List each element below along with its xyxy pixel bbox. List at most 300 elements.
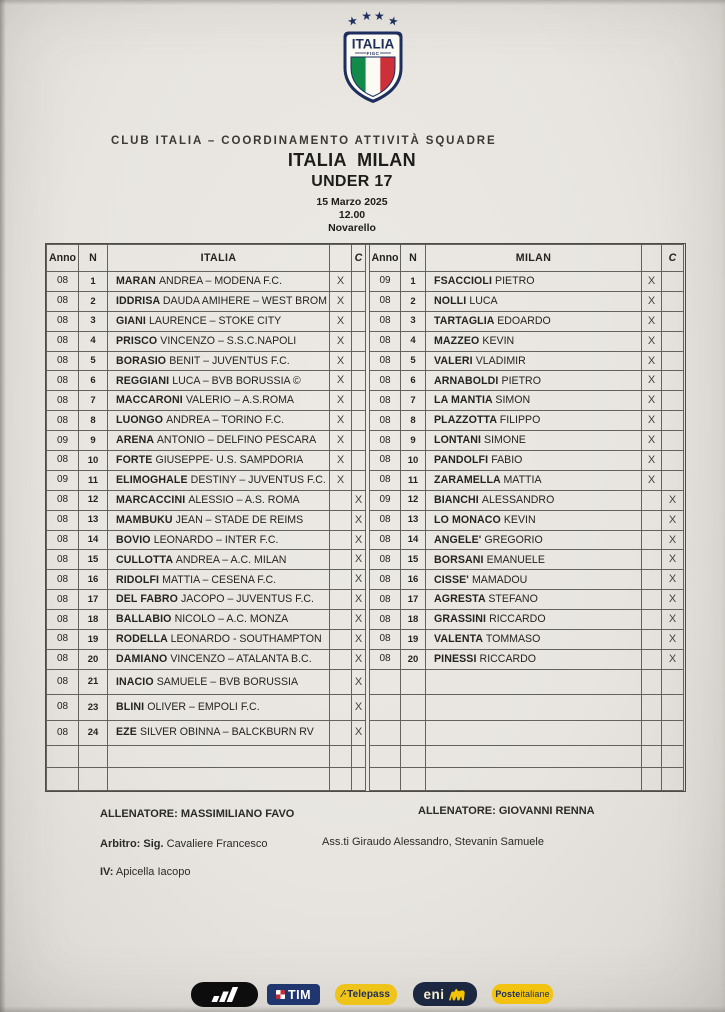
milan-anno-cell: 08 xyxy=(370,311,401,331)
category-title: UNDER 17 xyxy=(311,173,393,190)
italia-c-mark-cell xyxy=(352,351,366,371)
milan-player-name-cell: ZARAMELLA MATTIA xyxy=(426,470,642,490)
italia-c-mark-cell xyxy=(352,411,366,431)
milan-player-name-cell: NOLLI LUCA xyxy=(426,291,642,311)
italia-number-cell: 21 xyxy=(79,669,108,694)
match-title: ITALIA MILAN xyxy=(287,150,417,170)
italia-lineup-mark-cell xyxy=(330,649,352,669)
milan-player-name-cell: LONTANI SIMONE xyxy=(426,431,642,451)
italia-number-cell: 18 xyxy=(79,610,108,630)
roster-row xyxy=(47,391,684,411)
milan-c-mark-cell xyxy=(662,311,684,331)
milan-c-mark-cell: X xyxy=(662,630,684,650)
milan-lineup-mark-cell xyxy=(642,510,662,530)
milan-player-name-cell: VALERI VLADIMIR xyxy=(426,351,642,371)
assistants-line: Ass.ti Giraudo Alessandro, Stevanin Samuele xyxy=(322,836,544,848)
milan-lineup-mark-cell xyxy=(642,550,662,570)
italia-c-mark-cell xyxy=(352,391,366,411)
crest-figc-label: FIGC xyxy=(366,51,380,56)
roster-row xyxy=(47,669,684,694)
photo-edge-shadow-top xyxy=(0,0,725,5)
italia-anno-cell: 08 xyxy=(47,530,79,550)
milan-lineup-mark-cell: X xyxy=(642,291,662,311)
milan-c-mark-cell xyxy=(662,291,684,311)
roster-row xyxy=(47,745,684,768)
telepass-label: ⁄·Telepass xyxy=(341,989,391,1000)
milan-lineup-mark-cell: X xyxy=(642,470,662,490)
milan-player-name-cell: LA MANTIA SIMON xyxy=(426,391,642,411)
italia-lineup-header xyxy=(330,245,352,272)
tim-logo xyxy=(267,984,320,1005)
milan-anno-cell: 08 xyxy=(370,590,401,610)
italia-c-mark-cell: X xyxy=(352,550,366,570)
fourth-official-label: IV: xyxy=(100,866,114,878)
italia-player-name-cell: DAMIANO VINCENZO – ATALANTA B.C. xyxy=(108,649,330,669)
milan-player-name-cell: PLAZZOTTA FILIPPO xyxy=(426,411,642,431)
milan-anno-cell: 08 xyxy=(370,451,401,471)
italia-number-cell: 1 xyxy=(79,272,108,292)
milan-c-mark-cell xyxy=(662,720,684,745)
roster-row xyxy=(47,630,684,650)
italia-c-mark-cell xyxy=(352,768,366,791)
italia-player-name-cell: MARAN ANDREA – MODENA F.C. xyxy=(108,272,330,292)
italia-c-mark-cell: X xyxy=(352,649,366,669)
roster-row xyxy=(47,291,684,311)
italia-number-cell: 19 xyxy=(79,630,108,650)
roster-row xyxy=(47,311,684,331)
italia-anno-cell: 08 xyxy=(47,550,79,570)
referee-line xyxy=(100,838,268,850)
adidas-logo xyxy=(191,982,258,1007)
milan-number-cell xyxy=(401,669,426,694)
milan-c-mark-cell xyxy=(662,768,684,791)
italia-lineup-mark-cell xyxy=(330,768,352,791)
milan-player-name-cell: ANGELE' GREGORIO xyxy=(426,530,642,550)
italia-c-mark-cell: X xyxy=(352,490,366,510)
italia-c-mark-cell xyxy=(352,470,366,490)
italia-c-mark-cell: X xyxy=(352,530,366,550)
italia-lineup-mark-cell xyxy=(330,590,352,610)
milan-number-cell: 20 xyxy=(401,649,426,669)
italia-lineup-mark-cell: X xyxy=(330,411,352,431)
italia-player-name-cell: REGGIANI LUCA – BVB BORUSSIA © xyxy=(108,371,330,391)
milan-player-name-cell: BORSANI EMANUELE xyxy=(426,550,642,570)
roster-row xyxy=(47,550,684,570)
italia-lineup-mark-cell: X xyxy=(330,391,352,411)
italia-player-name-cell: BOVIO LEONARDO – INTER F.C. xyxy=(108,530,330,550)
italia-player-name-cell: PRISCO VINCENZO – S.S.C.NAPOLI xyxy=(108,331,330,351)
milan-team-header: MILAN xyxy=(426,245,642,272)
italia-anno-cell xyxy=(47,745,79,768)
crest-stars-icon xyxy=(340,10,406,30)
milan-anno-cell: 08 xyxy=(370,470,401,490)
italia-number-cell: 12 xyxy=(79,490,108,510)
milan-anno-cell: 08 xyxy=(370,331,401,351)
italia-lineup-mark-cell xyxy=(330,510,352,530)
milan-lineup-mark-cell xyxy=(642,570,662,590)
italia-anno-cell: 08 xyxy=(47,331,79,351)
milan-number-cell: 2 xyxy=(401,291,426,311)
italia-anno-cell: 08 xyxy=(47,510,79,530)
milan-c-mark-cell: X xyxy=(662,570,684,590)
italia-number-cell: 3 xyxy=(79,311,108,331)
italia-lineup-mark-cell xyxy=(330,669,352,694)
milan-anno-cell: 08 xyxy=(370,649,401,669)
poste-bold-label: Poste xyxy=(495,989,521,999)
italia-player-name-cell: GIANI LAURENCE – STOKE CITY xyxy=(108,311,330,331)
milan-number-cell: 1 xyxy=(401,272,426,292)
milan-anno-cell xyxy=(370,768,401,791)
milan-c-mark-cell xyxy=(662,351,684,371)
eni-dog-icon xyxy=(447,985,467,1003)
italia-c-mark-cell xyxy=(352,371,366,391)
italia-anno-cell: 08 xyxy=(47,630,79,650)
milan-c-mark-cell xyxy=(662,470,684,490)
italia-number-cell: 7 xyxy=(79,391,108,411)
poste-label xyxy=(495,989,549,999)
milan-player-name-cell: GRASSINI RICCARDO xyxy=(426,610,642,630)
roster-table xyxy=(46,244,684,791)
tim-label: TIM xyxy=(287,987,312,1002)
italia-number-cell: 16 xyxy=(79,570,108,590)
italia-player-name-cell: CULLOTTA ANDREA – A.C. MILAN xyxy=(108,550,330,570)
italia-anno-cell: 08 xyxy=(47,669,79,694)
milan-c-mark-cell: X xyxy=(662,490,684,510)
milan-player-name-cell: VALENTA TOMMASO xyxy=(426,630,642,650)
milan-anno-cell: 08 xyxy=(370,391,401,411)
milan-lineup-mark-cell: X xyxy=(642,411,662,431)
italia-player-name-cell xyxy=(108,768,330,791)
milan-anno-cell: 08 xyxy=(370,291,401,311)
milan-lineup-mark-cell xyxy=(642,649,662,669)
milan-c-mark-cell xyxy=(662,331,684,351)
italia-number-cell: 13 xyxy=(79,510,108,530)
italia-anno-cell: 08 xyxy=(47,649,79,669)
tim-flag-icon xyxy=(276,990,285,999)
roster-row xyxy=(47,431,684,451)
italia-player-name-cell: INACIO SAMUELE – BVB BORUSSIA xyxy=(108,669,330,694)
roster-row xyxy=(47,768,684,791)
italia-anno-cell: 08 xyxy=(47,351,79,371)
roster-table-frame xyxy=(45,243,686,792)
milan-player-name-cell: PANDOLFI FABIO xyxy=(426,451,642,471)
italia-anno-cell: 08 xyxy=(47,291,79,311)
milan-player-name-cell xyxy=(426,669,642,694)
italia-player-name-cell: MARCACCINI ALESSIO – A.S. ROMA xyxy=(108,490,330,510)
milan-lineup-mark-cell xyxy=(642,720,662,745)
milan-anno-cell: 08 xyxy=(370,510,401,530)
milan-number-cell: 16 xyxy=(401,570,426,590)
italia-lineup-mark-cell xyxy=(330,745,352,768)
telepass-logo xyxy=(335,984,397,1005)
milan-c-header: C xyxy=(662,245,684,272)
milan-c-mark-cell: X xyxy=(662,649,684,669)
milan-c-mark-cell xyxy=(662,431,684,451)
photo-edge-shadow-bottom xyxy=(0,1006,725,1012)
milan-player-name-cell: CISSE' MAMADOU xyxy=(426,570,642,590)
italia-lineup-mark-cell: X xyxy=(330,470,352,490)
milan-anno-cell: 09 xyxy=(370,490,401,510)
milan-lineup-mark-cell: X xyxy=(642,391,662,411)
milan-lineup-mark-cell xyxy=(642,745,662,768)
star-icon: ★ xyxy=(346,13,360,30)
milan-number-cell: 3 xyxy=(401,311,426,331)
milan-c-mark-cell xyxy=(662,669,684,694)
roster-row xyxy=(47,695,684,720)
milan-lineup-mark-cell xyxy=(642,590,662,610)
milan-lineup-mark-cell xyxy=(642,768,662,791)
italia-number-cell xyxy=(79,768,108,791)
italia-c-mark-cell xyxy=(352,291,366,311)
italia-number-cell: 14 xyxy=(79,530,108,550)
milan-number-cell xyxy=(401,695,426,720)
milan-number-cell: 5 xyxy=(401,351,426,371)
milan-number-cell: 17 xyxy=(401,590,426,610)
italia-lineup-mark-cell: X xyxy=(330,291,352,311)
roster-row xyxy=(47,371,684,391)
referee-label: Arbitro: Sig. xyxy=(100,838,164,850)
italia-anno-cell: 08 xyxy=(47,272,79,292)
poste-regular-label: italiane xyxy=(520,989,550,999)
milan-player-name-cell: MAZZEO KEVIN xyxy=(426,331,642,351)
milan-c-mark-cell: X xyxy=(662,530,684,550)
crest-italia-label: ITALIA xyxy=(351,36,395,52)
milan-number-cell: 11 xyxy=(401,470,426,490)
italia-player-name-cell: MAMBUKU JEAN – STADE DE REIMS xyxy=(108,510,330,530)
italia-number-cell: 10 xyxy=(79,451,108,471)
milan-number-cell: 6 xyxy=(401,371,426,391)
crest-shield-icon xyxy=(342,30,404,104)
milan-number-cell: 4 xyxy=(401,331,426,351)
italia-lineup-mark-cell xyxy=(330,570,352,590)
roster-row xyxy=(47,570,684,590)
italia-anno-cell: 08 xyxy=(47,311,79,331)
figc-crest-logo xyxy=(340,10,406,104)
italia-anno-cell: 08 xyxy=(47,451,79,471)
milan-number-cell: 10 xyxy=(401,451,426,471)
roster-row xyxy=(47,720,684,745)
referee-name: Cavaliere Francesco xyxy=(163,838,268,850)
italia-number-cell: 24 xyxy=(79,720,108,745)
milan-player-name-cell: AGRESTA STEFANO xyxy=(426,590,642,610)
italia-player-name-cell: ELIMOGHALE DESTINY – JUVENTUS F.C. xyxy=(108,470,330,490)
italia-c-mark-cell: X xyxy=(352,669,366,694)
italia-player-name-cell: BORASIO BENIT – JUVENTUS F.C. xyxy=(108,351,330,371)
milan-lineup-mark-cell xyxy=(642,669,662,694)
italia-lineup-mark-cell xyxy=(330,610,352,630)
roster-header-row xyxy=(47,245,684,272)
milan-number-header: N xyxy=(401,245,426,272)
fourth-official-name: Apicella Iacopo xyxy=(113,866,191,878)
eni-logo xyxy=(413,982,477,1006)
italia-c-mark-cell: X xyxy=(352,720,366,745)
match-date: 15 Marzo 2025 xyxy=(316,196,388,208)
italia-lineup-mark-cell: X xyxy=(330,331,352,351)
italia-anno-cell: 08 xyxy=(47,610,79,630)
italia-number-cell xyxy=(79,745,108,768)
milan-lineup-mark-cell: X xyxy=(642,371,662,391)
italia-anno-cell: 09 xyxy=(47,431,79,451)
fourth-official-line xyxy=(100,866,191,878)
italia-lineup-mark-cell: X xyxy=(330,311,352,331)
milan-player-name-cell xyxy=(426,768,642,791)
milan-player-name-cell xyxy=(426,695,642,720)
italia-coach-line: ALLENATORE: MASSIMILIANO FAVO xyxy=(100,808,295,820)
milan-c-mark-cell xyxy=(662,695,684,720)
milan-number-cell: 9 xyxy=(401,431,426,451)
milan-lineup-mark-cell xyxy=(642,695,662,720)
italia-player-name-cell: EZE SILVER OBINNA – BALCKBURN RV xyxy=(108,720,330,745)
milan-number-cell xyxy=(401,745,426,768)
milan-lineup-mark-cell: X xyxy=(642,351,662,371)
italia-anno-cell: 08 xyxy=(47,570,79,590)
italia-lineup-mark-cell xyxy=(330,550,352,570)
milan-number-cell xyxy=(401,720,426,745)
italia-c-mark-cell xyxy=(352,745,366,768)
milan-anno-cell: 08 xyxy=(370,371,401,391)
italia-anno-cell: 08 xyxy=(47,411,79,431)
header-block xyxy=(0,150,704,234)
milan-lineup-header xyxy=(642,245,662,272)
milan-anno-cell: 08 xyxy=(370,550,401,570)
milan-c-mark-cell xyxy=(662,745,684,768)
milan-lineup-mark-cell: X xyxy=(642,431,662,451)
italia-player-name-cell: BALLABIO NICOLO – A.C. MONZA xyxy=(108,610,330,630)
italia-lineup-mark-cell xyxy=(330,530,352,550)
milan-lineup-mark-cell: X xyxy=(642,311,662,331)
italia-lineup-mark-cell: X xyxy=(330,451,352,471)
roster-row xyxy=(47,351,684,371)
italia-team-header: ITALIA xyxy=(108,245,330,272)
italia-c-mark-cell: X xyxy=(352,630,366,650)
italia-player-name-cell: LUONGO ANDREA – TORINO F.C. xyxy=(108,411,330,431)
italia-anno-cell xyxy=(47,768,79,791)
italia-number-cell: 6 xyxy=(79,371,108,391)
milan-anno-cell xyxy=(370,720,401,745)
milan-lineup-mark-cell xyxy=(642,490,662,510)
italia-lineup-mark-cell: X xyxy=(330,272,352,292)
italia-anno-cell: 08 xyxy=(47,695,79,720)
milan-anno-header: Anno xyxy=(370,245,401,272)
milan-anno-cell: 08 xyxy=(370,530,401,550)
italia-number-cell: 5 xyxy=(79,351,108,371)
italia-number-cell: 17 xyxy=(79,590,108,610)
italia-c-mark-cell xyxy=(352,331,366,351)
roster-row xyxy=(47,649,684,669)
milan-number-cell xyxy=(401,768,426,791)
italia-number-cell: 9 xyxy=(79,431,108,451)
italia-number-cell: 4 xyxy=(79,331,108,351)
milan-anno-cell: 09 xyxy=(370,272,401,292)
italia-anno-cell: 08 xyxy=(47,391,79,411)
milan-c-mark-cell: X xyxy=(662,550,684,570)
italia-number-header: N xyxy=(79,245,108,272)
italia-lineup-mark-cell: X xyxy=(330,371,352,391)
roster-row xyxy=(47,272,684,292)
milan-lineup-mark-cell: X xyxy=(642,331,662,351)
italia-c-mark-cell: X xyxy=(352,510,366,530)
org-line: CLUB ITALIA – COORDINAMENTO ATTIVITÀ SQUADRE xyxy=(111,135,497,147)
italia-player-name-cell: IDDRISA DAUDA AMIHERE – WEST BROM xyxy=(108,291,330,311)
milan-c-mark-cell: X xyxy=(662,590,684,610)
milan-number-cell: 7 xyxy=(401,391,426,411)
star-icon: ★ xyxy=(374,9,385,23)
italia-c-header: C xyxy=(352,245,366,272)
roster-row xyxy=(47,530,684,550)
milan-c-mark-cell xyxy=(662,272,684,292)
roster-row xyxy=(47,590,684,610)
italia-anno-cell: 08 xyxy=(47,720,79,745)
milan-lineup-mark-cell: X xyxy=(642,451,662,471)
milan-player-name-cell: ARNABOLDI PIETRO xyxy=(426,371,642,391)
italia-c-mark-cell: X xyxy=(352,610,366,630)
roster-row xyxy=(47,451,684,471)
milan-lineup-mark-cell xyxy=(642,610,662,630)
milan-anno-cell: 08 xyxy=(370,610,401,630)
milan-player-name-cell xyxy=(426,745,642,768)
milan-c-mark-cell xyxy=(662,411,684,431)
italia-anno-cell: 08 xyxy=(47,371,79,391)
milan-lineup-mark-cell xyxy=(642,530,662,550)
adidas-stripes-icon xyxy=(207,986,243,1003)
milan-anno-cell: 08 xyxy=(370,570,401,590)
italia-player-name-cell: RODELLA LEONARDO - SOUTHAMPTON xyxy=(108,630,330,650)
italia-player-name-cell: ARENA ANTONIO – DELFINO PESCARA xyxy=(108,431,330,451)
roster-row xyxy=(47,331,684,351)
star-icon: ★ xyxy=(361,9,372,23)
milan-anno-cell xyxy=(370,745,401,768)
milan-anno-cell: 08 xyxy=(370,630,401,650)
italia-number-cell: 2 xyxy=(79,291,108,311)
milan-number-cell: 18 xyxy=(401,610,426,630)
italia-player-name-cell: BLINI OLIVER – EMPOLI F.C. xyxy=(108,695,330,720)
italia-player-name-cell: MACCARONI VALERIO – A.S.ROMA xyxy=(108,391,330,411)
milan-lineup-mark-cell xyxy=(642,630,662,650)
roster-row xyxy=(47,470,684,490)
milan-c-mark-cell: X xyxy=(662,610,684,630)
italia-number-cell: 20 xyxy=(79,649,108,669)
eni-label: eni xyxy=(423,986,445,1002)
italia-c-mark-cell xyxy=(352,451,366,471)
italia-number-cell: 15 xyxy=(79,550,108,570)
poste-italiane-logo xyxy=(492,984,553,1004)
italia-anno-cell: 08 xyxy=(47,490,79,510)
italia-player-name-cell: FORTE GIUSEPPE- U.S. SAMPDORIA xyxy=(108,451,330,471)
milan-player-name-cell: PINESSI RICCARDO xyxy=(426,649,642,669)
italia-anno-cell: 08 xyxy=(47,590,79,610)
milan-number-cell: 8 xyxy=(401,411,426,431)
italia-number-cell: 23 xyxy=(79,695,108,720)
italia-c-mark-cell xyxy=(352,431,366,451)
milan-anno-cell: 08 xyxy=(370,411,401,431)
roster-row xyxy=(47,610,684,630)
milan-player-name-cell: LO MONACO KEVIN xyxy=(426,510,642,530)
italia-anno-header: Anno xyxy=(47,245,79,272)
milan-player-name-cell: BIANCHI ALESSANDRO xyxy=(426,490,642,510)
italia-c-mark-cell: X xyxy=(352,570,366,590)
milan-anno-cell xyxy=(370,669,401,694)
italia-lineup-mark-cell xyxy=(330,490,352,510)
italia-player-name-cell: RIDOLFI MATTIA – CESENA F.C. xyxy=(108,570,330,590)
milan-number-cell: 15 xyxy=(401,550,426,570)
milan-coach-line: ALLENATORE: GIOVANNI RENNA xyxy=(418,805,595,817)
milan-anno-cell: 08 xyxy=(370,431,401,451)
italia-anno-cell: 09 xyxy=(47,470,79,490)
milan-c-mark-cell xyxy=(662,391,684,411)
milan-player-name-cell: FSACCIOLI PIETRO xyxy=(426,272,642,292)
milan-number-cell: 13 xyxy=(401,510,426,530)
match-time: 12.00 xyxy=(338,209,366,221)
